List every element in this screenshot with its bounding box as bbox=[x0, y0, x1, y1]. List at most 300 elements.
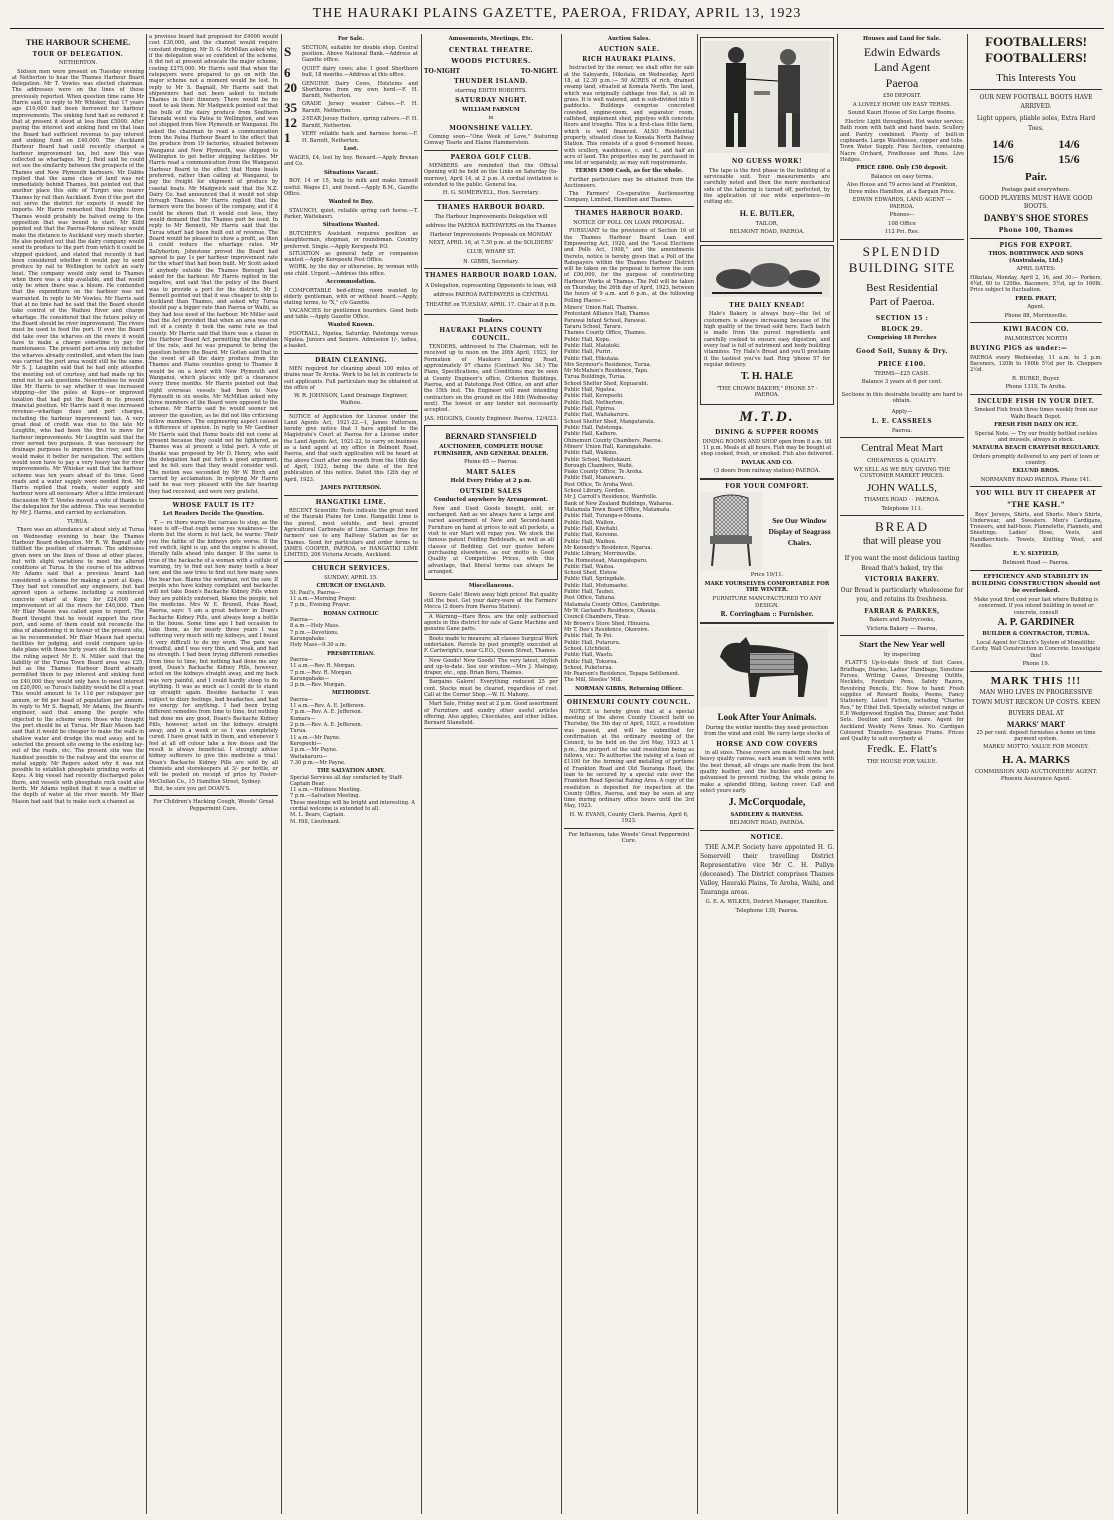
footer-ad: For Children's Hacking Cough, Woods' Great Peppermint Cure. bbox=[153, 799, 274, 812]
classified-number: 1 bbox=[284, 130, 291, 146]
film-title: THUNDER ISLAND. bbox=[454, 78, 528, 86]
church-line: 7 p.m.—Rev. A. E. Jefferson. bbox=[290, 709, 363, 716]
ad-line: MAKE YOURSELVES COMFORTABLE FOR THE WINTER. bbox=[704, 580, 830, 594]
misc-item: A Warning—Hare Bros. are the only authorised agents in this district for sale of Gane Machine and genuine Gane parts. bbox=[424, 614, 558, 635]
ad-name: H. E. BUTLER, bbox=[739, 208, 795, 218]
church-line: Waitakaruru— bbox=[290, 753, 328, 760]
classified-ad bbox=[284, 81, 418, 100]
tonight-label: TO-NIGHT. bbox=[520, 67, 558, 75]
ad-body: Our Bread is particularly wholesome for you, and retains its freshness. bbox=[840, 586, 964, 604]
polling-place: Borough Chambers, Waihi. bbox=[564, 462, 634, 469]
ad-title: BREAD bbox=[874, 519, 930, 535]
ad-body: Further particulars may be obtained from the Auctioneers. bbox=[564, 177, 694, 190]
classified-list bbox=[284, 45, 418, 145]
polling-place: Mr Kennedy's Residence, Ngarua. bbox=[564, 544, 653, 551]
misc-item: Mart Sale, Friday next at 2 p.m. Good assortment of Furniture and sundry other useful articles offering. Also apples, Chocolates, and other lollies. Bernard Stansfield. bbox=[424, 701, 558, 728]
polling-place: Tararu School, Tararu. bbox=[564, 323, 623, 330]
column-rule bbox=[967, 34, 968, 1514]
church-line: 11 a.m.—Mr Payne. bbox=[290, 734, 341, 741]
ad-name: H. A. MARKS bbox=[1002, 753, 1070, 766]
ad-title: EFFICIENCY AND STABILITY IN BUILDING CONSTRUCTION should not be overlooked. bbox=[971, 573, 1101, 594]
polling-place: Public Hall, Springdale. bbox=[564, 576, 626, 583]
polling-place: Public Hall, Kopu. bbox=[564, 336, 611, 343]
ad-name: VICTORIA BAKERY. bbox=[864, 576, 940, 584]
article-body: But, be sure you get DOAN'S. bbox=[154, 785, 231, 792]
ad-body: The Harbour Improvements Delegation will address the PAEROA RATEPAYERS on the Thames Harbour Improvements Proposals on MONDAY NEXT, APRIL 16, at 7.30 p.m. at the SOLDIERS' CLUB, WHARF ST. bbox=[425, 214, 557, 256]
ad-name: Land Agent bbox=[873, 60, 931, 75]
church-line: 7 p.m.—Rev. R. Morgan. bbox=[290, 669, 353, 676]
ad-title: NOTICE. bbox=[750, 833, 784, 841]
ad-line: FURNITURE MANUFACTURED TO ANY DESIGN. bbox=[712, 595, 822, 609]
church-line: Turua. bbox=[290, 728, 308, 735]
polling-place: Public Hall, Waitakaruru. bbox=[564, 412, 630, 419]
ad-body: MEMBERS are reminded that the Official Opening will be held on the Links on Saturday (to-morrow), April 14, at 2 p.m. A cordial invitation is extended to the public. General tea. bbox=[424, 163, 558, 189]
article-body: There was an attendance of about sixty at Turua on Wednesday evening to hear the Thames Harbour Board delegation. Mr R. W. Bagnall ably fulfilled the position of chairman. The addresses given were on the lines of those at other places, but with slight variations to meet the altered conditions at Turua. In the course of his address Mr Adams said that a previous board had considered a scheme for making a port at Kopu. They had not consulted any engineers, but had agreed upon a scheme including a reinforced concrete wharf at Kopu for £24,000 and improvement of all the rivers for £40,000. Then Mr Blair Mason was called upon to report. The Board thought that he would support the river port, and some of them could not reconcile the idea of abandoning it in favour of the present site, as he recommended. Mr Blair Mason had special facilities for judging, and could compare up-to-date plans with those forty years old. In discussing the ruling aspect Mr E. N. Miller said that the liability of the Turua Town Board area was £25, but as the Thames Harbour Board already permitted them to pay interest and sinking fund on £40,000 they would only have to meet interest on £20,000, so Turua's liability would be £8 a year. This would amount to 1s 11d per ratepayer per annum, or 6d per head of population per annum. In reply to Mr S. Bagnall, Mr Adams, the Board's engineer, said that among the people who objected to the scheme were those who thought the port should be at Turua. Mr Blair Mason had said that it would be cheaper to make the walls in shallow water and dredge the mud away, and he selected the present site owing to the existing lay-out of the roads, etc. The present site was the handiest possible to the railway and the source of metal supply. Mr Rogers asked why it was not possible to establish phosphate grinding works at Kopu. A big vessel had recently discharged poles there, and vessels with phosphate rock could also berth. Mr Adams replied that it was a matter of the depth of water at the river mouth. Mr Blair Mason had said that to make such a channel as bbox=[12, 527, 144, 805]
ad-title: MARK THIS !!! bbox=[990, 674, 1082, 687]
polling-place: Mr J. Carroll's Residence, Wardville. bbox=[564, 494, 658, 501]
ad-line: TERMS—£25 CASH. bbox=[874, 370, 930, 377]
polling-place: Public Hall, Kaihere. bbox=[564, 431, 618, 438]
ad-signature: W. R. JOHNSON, Land Drainage Engineer, Waihou. bbox=[294, 393, 408, 406]
ad-name: EKLUND BROS. bbox=[1012, 468, 1060, 475]
polling-place: Post Office, Te Aroha West. bbox=[564, 481, 634, 488]
ad-line: A LOVELY HOME ON EASY TERMS. bbox=[852, 101, 952, 108]
ad-title: THE DAILY KNEAD! bbox=[729, 301, 805, 309]
ad-body: THE A.M.P. Society have appointed H. G. Somervell their travelling District Representative vice Mr C. H. Pullyn (deceased). The District comprises Thames Valley, Hauraki Plains, Te Aroha, Waihi, and Tauranga areas. bbox=[700, 844, 834, 897]
polling-place: Miners' Union Hall, Thames. bbox=[564, 305, 639, 311]
ad-line: 108 Office bbox=[888, 220, 916, 227]
ad-body: NOTICE of Application for License under the Land Agents Act, 1921-22.—I, James Patterson, hereby give notice that I have applied to the Magistrate's Court at Paeroa for a License under the Land Agents Act, 1921-22, to carry on business as a land agent at my office in Belmont Road, Paeroa, and that such application will be heard at the above Court after one month from the 16th day of April, 1923, being the date of the first publication of this notice. Dated this 12th day of April, 1923. bbox=[284, 413, 418, 483]
ad-line: Telephone 130, Paeroa. bbox=[735, 907, 799, 914]
article-body: Sixteen men were present on Tuesday evening at Netherton to hear the Thames Harbour Board delegation. Mr T. Vowles was elected chairman. The addresses were on the lines of those previously reported. When question time came Mr Harris said, in reply to Mr Whisker, that 17 years ago £10,000 had been borrowed for harbour improvements. The sinking fund had so reduced it that at present it stood at less than £5000. After paying the interest and sinking fund on that loan the Board had sufficient revenue to pay interest and sinking fund on £40,000. The Auckland Harbour Board had until recently charged a harbour improvement tax, but now this was collected as wharfages. Mr J. Reid said he could not see the similarity between the prospects of the Thames and New Plymouth harbours. Mr Dabbs replied that the same class of land was not immediately behind Thames, but pointed out that another place this side of Turgiri was nearer Thames by rail than Auckland. Even if the port did not serve the district for exports it would for imports. Mr Harris remarked that freights from Thames would probably be halved owing to the opposition that was bound to start. Mr Kidd pointed out that the Paeroa-Pokeno railway would make the distance to Auckland very much shorter. He also pointed out that the dairy company would send its produce to the port from which it could be shipped quickest, and stated that recently it had been considered whether it would pay to send produce by rail to Wellington to catch an early boat. The company would only send to Thames when there was a ship available, and that would only be when there was a bloom. He contended that the expenditure on the harbour was not warranted. In reply to Mr Vowles, Mr Harris said that at no time had he said that the Board should take control of the Waihou River and charge wharfage. He considered that the future policy of the Board should be river improvement. The rivers must be used to feed the port. If ever the Board did take over the wharves on the rivers it would have to make a charge sometime to pay for maintenance. The present port area only included the wharves already controlled, and when the loan was carried the port area would still be the same. Mr S. J. Laughlin said that he had only attended the meeting out of courtesy, and had made up his mind not to ask questions. Nevertheless he would like Mr Harris to say whether it was increased shipping—for the poles at Kopu—or improved taxation that had put the Board in its present financial position. Mr Harris said it was increased revenue—wharfage dues and port charges, including the harbour improvement tax. A very great deal of credit was due to the late Mr Loughlin, who had been the first to move for harbour improvements. Mr Loughlin said that the river served two purposes. It was necessary for drainage purposes to improve the river, and this would make it better for navigation. The settlers would soon have to pay a very heavy tax for river improvements. Mr Whisker said that the harbour scheme was ten years ahead of its time. Good roads and a water supply were needed first. Mr Harris replied that roads, water supply and harbour were all necessary. After a little irrelevant discussion Mr T. Vowles moved a vote of thanks to the delegation for the address. This was seconded by Mr J. Harms, and carried by acclamation. bbox=[12, 68, 144, 517]
column-4 bbox=[424, 34, 558, 1514]
ad-title: THAMES HARBOUR BOARD. bbox=[436, 203, 546, 211]
classified-number: 35 bbox=[284, 100, 297, 116]
ad-title: Start the New Year well bbox=[859, 639, 945, 650]
classified-ad: BUTCHER'S Assistant requires position as slaughterman, shopman, or roundsman. Country preferred. Single.—Apply Kerepeehi P.O. bbox=[284, 230, 418, 250]
ad-line: TAILOR, bbox=[755, 220, 779, 227]
church-line: M. Hill, Lieutenant. bbox=[290, 818, 341, 825]
ad-title: Central Meat Mart bbox=[861, 442, 943, 455]
classified-ad bbox=[284, 66, 418, 79]
place-heading: TURUA. bbox=[67, 518, 89, 525]
polling-place: Public Hall, Putaruru. bbox=[564, 639, 621, 646]
ad-line: Victoria Bakery — Paeroa, bbox=[866, 625, 938, 632]
church-line: Karangahake— bbox=[290, 675, 330, 682]
ad-title: Part of Paeroa. bbox=[869, 295, 935, 308]
ad-body: Coming soon—"One Week of Love," featuring Conway Tearle and Elaine Hammerstein. bbox=[424, 134, 558, 147]
ad-name: Fredk. E. Flatt's bbox=[867, 743, 937, 756]
classified-ad: BOY, 14 or 15, help to milk and make himself useful. Wages £1, and found.—Apply B.M., Gazette Office. bbox=[284, 178, 418, 197]
church-line: Holy Mass—9.30 a.m. bbox=[290, 642, 347, 649]
mtd-logo: M.T.D. bbox=[739, 408, 795, 425]
polling-place: Public Hall, Hikutaia. bbox=[564, 355, 620, 362]
ad-title: FOR YOUR COMFORT. bbox=[725, 482, 809, 490]
tonight-label: TO-NIGHT bbox=[424, 67, 460, 75]
polling-place: Miners' Union Hall, Karangahake. bbox=[564, 443, 653, 450]
church-line: 2 p.m.—Rev. A. E. Jefferson. bbox=[290, 722, 363, 728]
ad-body: RECENT Scientific Tests indicate the great need of the Hauraki Plains for Lime. Hangatiki Lime is the purest, most soluble, and best ground Agricultural Carbonate of Lime. Carriage free for farmers' use to any Railway Station as far as Thames. Send for particulars and order forms to JAMES COOPER, PAEROA, or HANGATIKI LIME LIMITED, 206 Victoria Arcade, Auckland. bbox=[284, 507, 418, 559]
footer-ad: For Influenza, take Woods' Great Peppermint Cure. bbox=[568, 831, 690, 845]
column-2 bbox=[149, 34, 278, 1514]
section-heading: WHOSE FAULT IS IT? bbox=[172, 501, 255, 509]
section-subheading: Let Readers Decide The Question. bbox=[163, 511, 264, 518]
ad-body: in all sizes. These covers are made from the best heavy quality canvas, each seam is well sewn with the best thread, all straps are made from the best quality leather, and the buckles and rivets are galvanised to prevent rusting, the whole going to make a splendid fitting, lasting cover. Call and select yours early. bbox=[700, 750, 834, 794]
chair-ad-row bbox=[700, 492, 834, 570]
polling-place: Mr W. Garland's Residence, Okauia. bbox=[564, 608, 657, 614]
price: 14/6 bbox=[992, 137, 1014, 152]
polling-place: Mr Pearson's Residence, Tepapa Settlement. bbox=[564, 671, 680, 678]
polling-place: Public Hall, Kerepeehi. bbox=[564, 393, 624, 400]
church-line: CHURCH OF ENGLAND. bbox=[316, 583, 386, 590]
classified-ad: SITUATION as general help or companion wanted.—Apply Kerepeehi Post Office. bbox=[284, 250, 418, 264]
church-line: Special Services all day conducted by Staff-Captain Bear. bbox=[290, 774, 403, 787]
church-line: Karangahake: bbox=[290, 635, 327, 642]
ad-line: Apply— bbox=[891, 408, 913, 415]
butler-ad bbox=[700, 37, 834, 242]
ad-line: Good Soil, Sunny & Dry. bbox=[856, 347, 948, 355]
polling-place: Public Hall, Motumaoho. bbox=[564, 582, 629, 589]
classified-ad: FOOTBALL, Ngatea, Saturday. Patetonga versus Ngatea. Juniors and Seniors. Admission 1/-, ladies, a basket. bbox=[284, 330, 418, 350]
ad-line: GOOD PLAYERS MUST HAVE GOOD BOOTS. bbox=[979, 195, 1093, 210]
ad-body: Also House and 79 acres land at Frankton, three miles Hamilton, at a Bargain Price. bbox=[846, 182, 958, 195]
price-grid bbox=[970, 137, 1102, 167]
polling-place: Public Hall, Tokoroa. bbox=[564, 658, 619, 665]
church-line: 11 a.m.—Rev. A. E. Jefferson. bbox=[290, 703, 366, 710]
ad-body: 25 per cent. deposit furnishes a home on time payment system. bbox=[976, 729, 1096, 742]
ad-body: During the winter months they need protection from the wind and cold. We carry large stocks of bbox=[704, 724, 830, 738]
ad-signature: EDWIN EDWARDS, LAND AGENT — PAEROA. bbox=[852, 196, 952, 210]
church-line: 7 p.m.—Salvation Meeting. bbox=[290, 793, 361, 800]
ad-title: CENTRAL THEATRE. bbox=[448, 45, 534, 54]
film-title: MOONSHINE VALLEY. bbox=[449, 124, 533, 132]
section-heading: Amusements, Meetings, Etc. bbox=[448, 36, 534, 42]
ad-subtitle: AUCTIONEER, COMPLETE HOUSE FURNISHER, AND GENERAL DEALER. bbox=[433, 444, 549, 457]
horse-icon bbox=[700, 627, 828, 707]
column-6 bbox=[700, 34, 834, 1514]
classified-text: GENUINE Dairy Cows, Holsteins and Shorthorns from my own herd.—F. H. Barnitt, Netherton. bbox=[302, 80, 418, 100]
ad-name: T. H. HALE bbox=[740, 371, 794, 383]
ad-line: Balance on easy terms. bbox=[870, 173, 934, 180]
ad-line: WE SELL AS WE BUY, GIVING THE CUSTOMER MARKET PRICES. bbox=[853, 466, 951, 480]
ad-line: Telephone 111. bbox=[881, 505, 923, 512]
place-heading: NETHERTON. bbox=[58, 59, 98, 66]
polling-place: Public Hall, Waihou. bbox=[564, 538, 617, 545]
ad-line: PALMERSTON NORTH bbox=[1004, 335, 1068, 342]
ad-title: Best Residential bbox=[866, 282, 938, 294]
ad-line: Phone 19. bbox=[1022, 660, 1050, 667]
film-in: in bbox=[488, 115, 494, 122]
ad-line: Conducted anywhere by Arrangement. bbox=[434, 497, 548, 504]
ad-line: COMMISSION AND AUCTIONEERS' AGENT. Phoenix Assurance Agent. bbox=[974, 769, 1098, 782]
ad-line: BUILDER & CONTRACTOR, TURUA. bbox=[982, 631, 1090, 638]
ad-line: Phones— bbox=[889, 212, 915, 219]
ad-title: WOODS PICTURES. bbox=[451, 56, 531, 65]
church-line: THE SALVATION ARMY. bbox=[317, 768, 385, 775]
ad-body: Electric Light throughout. Hot water service; Bath room with bath and hand basin. Scullery and Pantry combined. Plenty of built-in cupboards. Large Washhouse, copper and tubs. Town Water Supply. Fine Section, containing Nacre Orchard, Fowlhouse and Runs. Live Hedges. bbox=[840, 119, 964, 163]
section-heading: Tenders. bbox=[478, 317, 504, 324]
column-rule bbox=[561, 34, 562, 1514]
polling-place: The Homestead, Maungateparu. bbox=[564, 557, 648, 564]
ad-body: Orders promptly delivered to any part of town or country. bbox=[972, 453, 1100, 466]
tonight-row bbox=[424, 68, 558, 75]
ad-line: Sections in this desirable locality are hard to obtain. bbox=[841, 391, 963, 405]
church-line: St. Paul's, Paeroa— bbox=[290, 589, 341, 596]
polling-place: Matamata Town Board Office, Matamata. bbox=[564, 507, 671, 513]
film-day: SATURDAY NIGHT. bbox=[455, 97, 527, 105]
ad-price: PRICE £800. Only £50 deposit. bbox=[856, 165, 948, 172]
chair-icon bbox=[700, 492, 762, 570]
polling-place: Public Hall, Kiwitahi. bbox=[564, 525, 619, 532]
ad-body: PAEROA every Wednesday, 11 a.m. to 3 p.m. Baconers, 120lb to 160lb 5½d per lb. Choppers 2½d. bbox=[970, 354, 1102, 374]
ad-title: DINING & SUPPER ROOMS bbox=[715, 429, 819, 437]
ad-title: BUYING PIGS as under:— bbox=[970, 345, 1068, 353]
ad-line: 112 Pri. Res. bbox=[884, 229, 920, 236]
ad-name: E. V. SLYFIELD, bbox=[1013, 551, 1059, 558]
polling-place: Public Hall, Patetonga. bbox=[564, 424, 624, 431]
section-heading: Auction Sales. bbox=[607, 36, 651, 42]
ad-body: TENDERS, addressed to The Chairman, will be received up to noon on the 20th April, 1923, for Formation of Maukoro Landing Road, approximately 97 chains (Contract No. 34.) The Plans, Specifications, and Conditions may be seen at County Engineer's office, Criterion Buildings, Paeroa, and at Patetonga Post Office, on and after the 15th inst. The Engineer will meet intending contractors on the ground on the 18th (Wednesday next). The lowest or any tender not necessarily accepted. bbox=[424, 344, 558, 414]
polling-place: Public Hall, Netherton. bbox=[564, 399, 624, 406]
ad-signature: JAMES PATTERSON. bbox=[320, 484, 382, 491]
ad-line: THAMES ROAD · · PAEROA. bbox=[863, 497, 940, 504]
polling-place: Public Hall, Pipiroa. bbox=[564, 406, 616, 412]
ad-name: THOS. BORTHWICK AND SONS (Australasia, Ltd.) bbox=[988, 251, 1084, 264]
ad-title: that will please you bbox=[862, 535, 942, 547]
ad-line: "THE CROWN BAKERY," PHONE 57 · PAEROA. bbox=[716, 385, 818, 399]
ad-signature: H. G. SOMERVELL, Hon. Secretary. bbox=[442, 190, 540, 197]
polling-place: Mr T. Dee's Residence, Okoroire. bbox=[564, 626, 650, 633]
classified-ad: WORK, by the day or otherwise, by woman with one child. Urgent.—Address this office. bbox=[284, 264, 418, 277]
ad-name: JOHN WALLS, bbox=[866, 481, 938, 494]
ad-body: See Our Window Display of Seagrass Chairs. bbox=[768, 515, 831, 548]
section-heading: Accommodation. bbox=[326, 279, 376, 286]
polling-places bbox=[564, 305, 694, 684]
ad-line: MART SALES bbox=[466, 468, 516, 476]
ad-line: Light uppers, pliable soles, Extra Hard Toes. bbox=[976, 115, 1096, 132]
church-line: Kumara— bbox=[290, 715, 316, 722]
church-line: 11 a.m.—Rev. R. Morgan. bbox=[290, 663, 356, 670]
ad-name: Paeroa bbox=[885, 75, 919, 90]
ad-signature: R. BURKE, Buyer. bbox=[1012, 375, 1060, 382]
ad-body: Special Note. — Try our freshly bottled cockles and mussels, always in stock. bbox=[974, 430, 1098, 443]
polling-place: Public Hall, Matatoki. bbox=[564, 342, 621, 349]
column-7 bbox=[840, 34, 964, 1514]
ad-body: Local Agent for Clinch's System of Monolithic Cavity. Wall Construction in Concrete. Investigate this! bbox=[971, 640, 1101, 659]
ad-subtitle: NOTICE OF POLL ON LOAN PROPOSAL. bbox=[573, 219, 685, 226]
church-line: ROMAN CATHOLIC bbox=[323, 610, 379, 617]
ad-title: DRAIN CLEANING. bbox=[315, 356, 387, 364]
ad-line: BLOCK 29. bbox=[881, 325, 923, 333]
polling-place: Mr McMahon's Residence, Tapu. bbox=[564, 368, 649, 375]
ad-title: FOOTBALLERS! bbox=[985, 34, 1087, 49]
ad-line: Paeroa. bbox=[891, 427, 913, 434]
ad-line: BELMONT ROAD, PAEROA. bbox=[729, 820, 805, 827]
film-star: starring EDITH ROBERTS. bbox=[455, 87, 527, 94]
ad-name: MARKS' MART bbox=[1006, 719, 1066, 729]
column-rule bbox=[697, 34, 698, 1514]
ad-body: The Farmers' Co-operative Auctioneering Company, Limited, Hamilton and Thames. bbox=[564, 190, 694, 203]
polling-place: Post Office, Tahuna. bbox=[564, 595, 616, 602]
polling-place: Turua Buildings, Turua. bbox=[564, 374, 626, 381]
ad-price: Price 19/11. bbox=[750, 572, 784, 579]
article-body: a previous board had proposed for £4000 would cost £30,000, and the channel would require constant dredging. Mr D. G. McMillan asked why, if the delegation was so confident of the scheme, it did not at present advocate the major scheme, costing £275,000. Mr Harris said that when the ratepayers were prepared to go on with the major scheme not a moment would be lost. In reply to Mr S. Bagnall, Mr Harris said that shipowners had not been asked to include Thames in their itinerary. There would be no need to ask them. Mr Madgwick pointed out that the bulk of the dairy produce from Southern Taranaki went via Patea to Wellington, and was not shipped from New Plymouth or Wanganui. He asked the chairman to read a communication from the Patea Harbour Board to the effect that the produce from 19 factories, situated between Wanganui and New Plymouth, was shipped to Wellington to get better shipping facilities. Mr Harris read a communication from the Wanganui Harbour Board to the effect that Home boats preferred, rather than calling at Wanganui, to pay the freight for shipment of produce by coastal boats. Mr Madgwick said that the N.Z. Dairy Co. had announced that it would not ship through Thames. Mr Harris replied that the farmers were the bosses of the company, and if it could be shown that it would cost less, they would demand that the Thames port be used. In reply to Mr Bennett, Mr Harris said that the Turua wharf had been built out of revenue. The Board would be pleased to show a profit, as then it could reduce the wharfage rates. Mr Ballyborton, Johnstone proved the Board had agreed to pay 1s per harbour improvement rate for the wharf that had been built. Mr Scott asked if anybody outside the Thames Borough had asked for the harbour. Mr Harris replied in the negative, and said that the policy of the Board was to provide a port for the district. Mr J. Bennett pointed out that it was cheaper to ship to Auckland than Thames, and asked why Turua should pay a bigger rate than Paeroa or Waihi, as they had less need of the harbour. Mr Miller said that the Act provided that when an area was cut out of a county it took the same rate as that county. Mr Harris said that there was a clause in the Harbour Board Act permitting the alteration of the rate, and he was prepared to bring the question before the Board. Mr Gotlan said that in the event of all the dairy produce from the Thames and Plains counties going to Thames it would be on a level with New Plymouth and Wanganui, which places only got a clearance every three months. Mr Harris pointed out that eight overseas vessels had been to New Plymouth in six weeks. Mr McMillan asked why three members of the Board were opposed to the scheme. Mr Harris said he would sooner not answer the question, as he did not like criticising fellow members. The engineering aspect caused a difference of opinion. In reply to Mr Gardiner Mr Harris said that Home boats did not come at present because they could not be lightered, as Thames was at present a tidal port. A vote of thanks was proposed by Mr D. Henry, who said the delegation had put forth a good argument, and he felt sure that they would consider well. The motion was seconded by Mr W. Birch and carried by acclamation. In replying Mr Harris said he was very pleased with the fair hearing they had received, and were very grateful. bbox=[149, 34, 278, 495]
ad-line: Postage paid everywhere. bbox=[1001, 186, 1071, 193]
ad-line: FRESH FISH DAILY ON ICE. bbox=[994, 421, 1078, 428]
classified-ad: VACANCIES for gentlemen boarders. Good beds and table.—Apply Gazette Office. bbox=[284, 307, 418, 320]
ad-title: HANGATIKI LIME. bbox=[315, 498, 387, 506]
ad-line: Agent. bbox=[1027, 304, 1045, 311]
polling-place: School, Puketurua. bbox=[564, 664, 614, 671]
ad-title: BERNARD STANSFIELD bbox=[445, 432, 537, 442]
church-line: PRESBYTERIAN. bbox=[327, 650, 375, 657]
ad-signature: N. GIBBS, Secretary. bbox=[463, 258, 519, 265]
polling-place: School, Litchfield. bbox=[564, 645, 611, 652]
polling-place: School Shelter Shed, Kopuarahi. bbox=[564, 380, 649, 387]
film-star: WILLIAM FARNUM bbox=[462, 106, 520, 113]
ad-body: New and Used Goods bought, sold, or exchanged. And as we always have a large and varied assortment of New and Second-hand Furniture on hand at prices to suit all pockets, a visit to our Mart will repay you. We stock the famous patent Folding Bedsteads, as well as all classes of Bedding. Get our quotes before purchasing elsewhere, as our motto is Good Quality at Competitive Prices, with this advantage, that liberal terms can always be arranged. bbox=[428, 505, 554, 575]
ad-signature: JAS. HIGGINS, County Engineer. Paeroa, 12/4/23. bbox=[424, 415, 558, 422]
ad-line: Held Every Friday at 2 p.m. bbox=[450, 478, 532, 485]
column-rule bbox=[837, 34, 838, 1514]
ad-signature: G. E. A. WILKES, District Manager, Hamilton. bbox=[705, 899, 829, 906]
ad-name: Edwin Edwards bbox=[863, 44, 941, 59]
church-line: Kerepeehi— bbox=[290, 740, 322, 747]
ad-line: SADDLERY & HARNESS. bbox=[730, 811, 804, 818]
ad-line: Phone 88, Morrinsville. bbox=[1004, 312, 1068, 319]
ad-name: R. Corringham :: Furnisher. bbox=[720, 611, 814, 619]
polling-place: Protestant Alliance Hall, Thames. bbox=[564, 311, 651, 318]
ad-title: PIGS FOR EXPORT. bbox=[999, 241, 1073, 249]
ad-name: J. McCorquodale, bbox=[728, 797, 806, 809]
ad-line: Pair. bbox=[1025, 170, 1047, 183]
section-heading: Miscellaneous. bbox=[468, 583, 514, 590]
ad-subtitle: HORSE AND COW COVERS bbox=[716, 740, 818, 748]
classified-number: 12 bbox=[284, 115, 297, 131]
misc-item: New Goods! New Goods! The very latest, stylish and up-to-date. See our window.—Mrs J. Maingay, draper, etc., opp. Brian Boru, Thames. bbox=[424, 658, 558, 679]
ad-body: FLATT'S Up-to-date Stock of Suit Cases, Briefbags, Diaries, Ladies' Handbags, Sunshine Purses, Writing Cases, Dressing Outfits, Necklets, Fountain Pens, Safety Razors, Revolving Pencils, Etc. Now to hand: Fresh supplies of Reward Books, Poems, Fancy Stationery. Latest Fiction, including "Charles Rex," by Ethel Dell. Specially selected range of E.P. Wedgewood English Tea, Dinner, and Toilet Sets. Doulton and Shelly ware. Agent for Auckland Weekly News Xmas. No. Cardigan Coloured Transfers. Seagrass Frams. Prices and Quality to suit everybody at bbox=[840, 660, 964, 743]
ad-body: Make youd first cost your last where Building is concerned. If you intend building in wood or concrete, consult bbox=[974, 597, 1098, 616]
church-line: 7.30 p.m.—Mr Payne. bbox=[290, 759, 346, 766]
classified-text: 2-YEAR Jersey Heifers, spring calvers.—F. H. Barnitt, Netherton. bbox=[302, 116, 418, 129]
church-line: 3 p.m.—Mr Payne. bbox=[290, 747, 338, 754]
section-heading: Wanted Known. bbox=[327, 322, 375, 329]
ad-title: INCLUDE FISH IN YOUR DIET. bbox=[977, 397, 1095, 405]
ad-name: PAVLAK AND CO. bbox=[741, 459, 793, 466]
ad-phone: Phone 65 — Paeroa. bbox=[464, 459, 518, 466]
ad-body: Instructed by the owner, we shall offer for sale at the Saleyards, Hikutaia, on Wednesday, April 18, at 12.30 p.m.:— 50 ACRES of rich, drained swamp land, situated at Komata North. The land, which was originally cabbage tree flat, is all in grass. It is well watered, and is sub-divided into 8 paddocks. Buildings comprise concreted cowshed, engine-room, and separator room, calfshed, implement shed, pigstyes with concrete floors and troughs. This is a first-class little farm, which is well financed. ALSO Residential property, situated close to Komata North Railway Station. This consists of a good 6-roomed house, with scullery, washhouse, c. and t., and half an acre of land. The properties may be purchased in one lot or separately, as may suit requirements. bbox=[564, 65, 694, 167]
polling-place: School Shed, Elstow. bbox=[564, 570, 618, 577]
classified-ad: COMFORTABLE bed-sitting room wanted by elderly gentleman, with or without board.—Apply, stating terms, to "X," c/o Gazette. bbox=[284, 287, 418, 307]
ad-line: BELMONT ROAD, PAEROA. bbox=[729, 229, 805, 236]
classified-text: VERY reliable hack and harness horse.—F. H. Barnitt, Netherton. bbox=[302, 131, 418, 144]
polling-place: Public Hall, Tauhei. bbox=[564, 589, 615, 596]
ad-title: YOU WILL BUY IT CHEAPER AT bbox=[975, 490, 1097, 498]
classified-ad bbox=[284, 45, 418, 64]
ad-line: THE HOUSE FOR VALUE. bbox=[866, 759, 938, 766]
polling-place: Public Hall, Walton. bbox=[564, 519, 616, 526]
ad-title: "THE KASH." bbox=[1007, 499, 1065, 509]
column-rule bbox=[146, 34, 147, 1514]
masthead: THE HAURAKI PLAINS GAZETTE, PAEROA, FRIDAY, APRIL 13, 1923 bbox=[312, 6, 802, 21]
hale-ad bbox=[700, 245, 834, 405]
ad-line: Sound Kauri House of Six Large Rooms. bbox=[848, 110, 956, 117]
misc-item: Bargains Galore! Everything reduced 25 per cent. Stocks must be cleared, regardless of cost. Call at the Corner Shop.—W. H. Mahony. bbox=[424, 679, 558, 700]
ad-body: The tape is the first phase in the building of a serviceable suit. Your measurements are carefully noted and then the mere mechanical side of the tailoring is turned off, perfected, by the application of our wide experience—in cutting etc. bbox=[704, 167, 830, 206]
polling-place: Public Hall, Manawaru. bbox=[564, 475, 625, 482]
church-line: M. L. Bears, Captain. bbox=[290, 812, 345, 819]
ad-signature: H. W. EVANS, County Clerk. Paeroa, April 6, 1923. bbox=[569, 811, 689, 825]
price: 14/6 bbox=[1058, 137, 1080, 152]
ad-terms: TERMS £500 Cash, as for the whole. bbox=[574, 168, 684, 175]
section-heading: Situations Vacant. bbox=[323, 169, 379, 176]
column-3 bbox=[284, 34, 418, 1514]
classified-number: 6 bbox=[284, 64, 291, 80]
polling-place: Mrs Seymour's Residence, Turua. bbox=[564, 361, 652, 368]
ad-price: PRICE £100. bbox=[877, 361, 927, 369]
section-heading: Lost. bbox=[343, 146, 359, 153]
ad-subtitle: RICH HAURAKI PLAINS. bbox=[582, 56, 676, 63]
classified-ad bbox=[284, 131, 418, 144]
church-line: Paeroa— bbox=[290, 656, 313, 663]
ad-line: MARKS' MOTTO: VALUE FOR MONEY. bbox=[983, 744, 1089, 751]
ad-name: DANBY'S SHOE STORES bbox=[983, 213, 1089, 224]
classified-text: QUIET dairy cows; also 1 good Shorthorn bull, 18 months.—Address at this office. bbox=[302, 65, 418, 78]
ad-line: APRIL DATES: bbox=[1016, 266, 1056, 273]
ad-body: MEN required for cleaning about 100 miles of drains near Te Aroha. Work to be let in contracts to suit applicants. Full particulars may be obtained at the office of bbox=[284, 366, 418, 392]
polling-place: Public Hall, Waitoa. bbox=[564, 563, 615, 570]
polling-place: Matamata County Office, Cambridge. bbox=[564, 601, 661, 608]
ad-body: PURSUANT to the provisions of Section 16 of the Thames Harbour Board Loan and Empowering Act, 1920, and the "Local Elections and Polls Act, 1908," and the amendments thereto, notice is hereby given that a Poll of the Ratepayers within the Thames Harbour District will be taken on the proposal to borrow the sum of £90,000, for the purpose of constructing Harbour Works at Thames. The Poll will be taken on Thursday, the 26th day of April, 1923, between the hours of 9 a.m. and 6 p.m., at the following Polling Places:— bbox=[564, 228, 694, 304]
ad-title: This Interests You bbox=[996, 72, 1076, 85]
polling-place: Parawai Infant School, Parawai. bbox=[564, 317, 647, 324]
polling-place: Public Hall, Puriri. bbox=[564, 349, 613, 356]
ad-name: L. E. CASSRELS bbox=[871, 418, 933, 426]
polling-place: Mr Brown's Store Shed, Hinuera. bbox=[564, 620, 651, 627]
ad-line: MATAURA BEACH CRAYFISH REGULARLY. bbox=[972, 445, 1100, 452]
classified-ad bbox=[284, 101, 418, 114]
column-8 bbox=[970, 34, 1102, 1514]
ad-line: by inspecting bbox=[883, 651, 920, 658]
ad-body: DINING ROOMS AND SHOP open from 8 a.m. till 11 p.m. Meals at all hours. Fish may be bought at shop cooked, fresh, or smoked. Fish also delivered. bbox=[700, 438, 834, 458]
ad-line: Phone 131S, Te Aroha. bbox=[1005, 384, 1067, 391]
polling-place: Public School, Waitekauri. bbox=[564, 456, 632, 463]
article-subtitle: TOUR OF DELEGATION. bbox=[32, 50, 124, 58]
polling-place: Piako County Office, Te Aroha. bbox=[564, 469, 644, 476]
ad-body: NOTICE is hereby given that at a special meeting of the above County Council held on Thursday, the 5th day of April, 1923, a resolution was passed, and will be submitted for confirmation at the ordinary meeting of the Council, to be held on the 3rd May, 1923 at 1 p.m., the purport of the said resolution being as follows, viz.: To authorise the raising of a loan of £1100 for the forming and metalling of portions of Frankton Road and Old Taurangа Road, the loan to be secured by a special rate over the Frankton Road Special Rating Area. A copy of the resolution is deposited for inspection at the County Office, Paeroa, and may be seen at any time during ordinary office hours until the 3rd May, 1923. bbox=[564, 708, 694, 810]
church-line: These meetings will be bright and interesting. A cordial welcome is extended to all. bbox=[290, 799, 415, 813]
ad-title: NO GUESS WORK! bbox=[731, 158, 803, 166]
polling-place: Thames County Office, Thames. bbox=[564, 330, 647, 337]
ad-line: £50 DEPOSIT. bbox=[883, 93, 921, 100]
polling-place: School Library, Gordon. bbox=[564, 488, 626, 495]
ad-name: FARRAR & PARKES, bbox=[864, 607, 940, 615]
ad-line: NORMANBY ROAD PAEROA. Phone 141. bbox=[980, 476, 1092, 483]
misc-item: Severe Gale! Blown away high prices! But quality still the best. Get your dairy-ware at the Farmers' Mecca (2 doors from Paeroa Station). bbox=[424, 592, 558, 613]
ad-name: A. P. GARDINER bbox=[997, 617, 1075, 629]
polling-place: Public Hall, Te Poi. bbox=[564, 633, 613, 640]
article-title: THE HARBOUR SCHEME. bbox=[25, 37, 131, 47]
ad-title: HAURAKI PLAINS COUNTY COUNCIL. bbox=[439, 327, 543, 342]
ad-title: BUILDING SITE bbox=[848, 259, 956, 275]
ad-line: Balance 3 years at 6 per cent. bbox=[861, 379, 943, 386]
church-line: 11 a.m.—Morning Prayer. bbox=[290, 596, 357, 603]
classified-text: GRADE Jersey weaner Calves.—F. H. Barnitt, Netherton. bbox=[302, 101, 418, 114]
ad-title: KIWI BACON CO. bbox=[1003, 326, 1069, 334]
classified-number: 20 bbox=[284, 79, 297, 95]
tailor-illustration-icon bbox=[704, 41, 830, 153]
ad-line: Bakers and Pastrycooks, bbox=[869, 617, 935, 624]
